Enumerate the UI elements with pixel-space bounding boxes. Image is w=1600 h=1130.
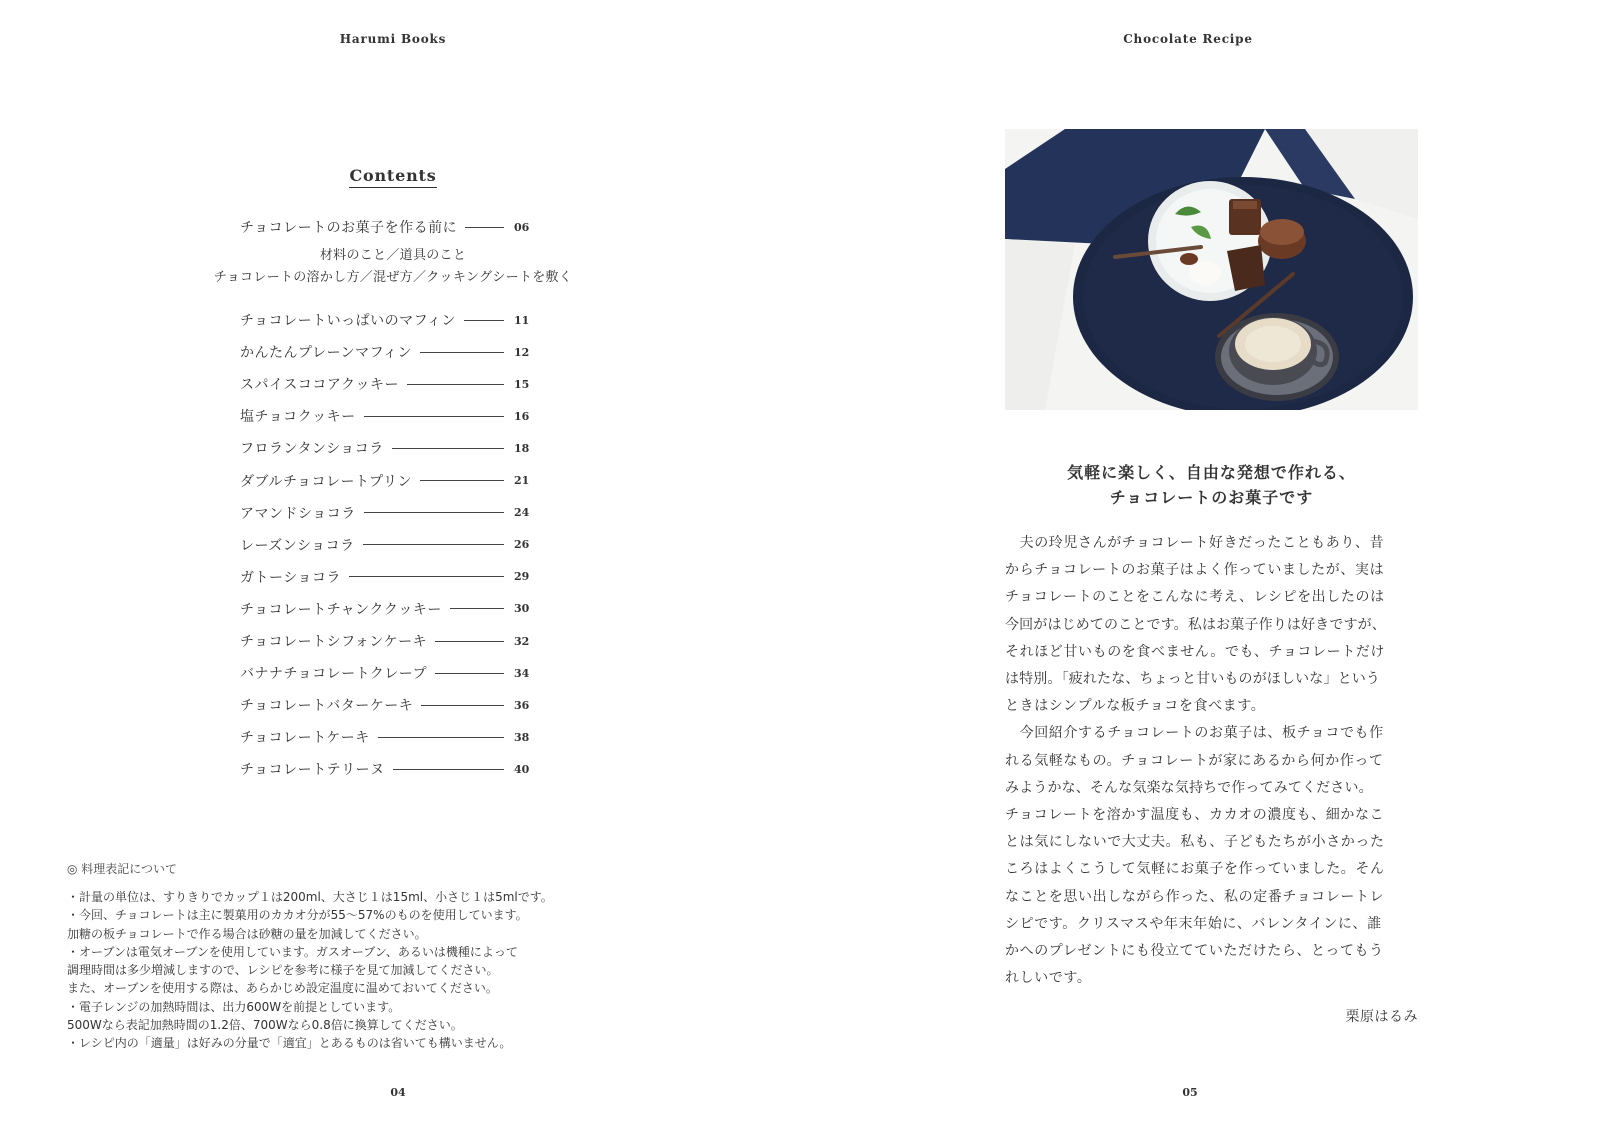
body-line: ときはシンプルな板チョコを食べます。	[1005, 698, 1266, 715]
headline-line: 気軽に楽しく、自由な発想で作れる、	[1067, 463, 1356, 482]
toc-entry[interactable]	[240, 471, 530, 491]
toc-leader-line	[407, 384, 504, 385]
running-head-right: Chocolate Recipe	[1123, 32, 1253, 46]
body-line: みようかな、そんな気楽な気持ちで作ってみてください。	[1005, 779, 1373, 796]
dessert-photo-illustration	[1005, 129, 1418, 410]
note-item: ・計量の単位は、すりきりでカップ１は200ml、大さじ１は15ml、小さじ１は5mlです。	[67, 890, 553, 904]
toc-entry-page: 30	[514, 602, 530, 616]
body-line: チョコレートを溶かす温度も、カカオの濃度も、細かなこ	[1005, 807, 1385, 824]
body-line: かへのプレゼントにも役立てていただけたら、とってもう	[1005, 943, 1384, 960]
toc-entry[interactable]	[240, 374, 530, 394]
toc-entry[interactable]	[240, 727, 530, 747]
toc-entry[interactable]	[240, 342, 530, 362]
toc-entry[interactable]	[240, 310, 530, 330]
note-item: 500Wなら表記加熱時間の1.2倍、700Wなら0.8倍に換算してください。	[67, 1018, 463, 1033]
toc-entry[interactable]	[240, 663, 530, 683]
toc-entry-label: ダブルチョコレートプリン	[240, 473, 413, 490]
toc-entry-label: チョコレートケーキ	[240, 730, 370, 747]
toc-entry-page: 38	[514, 730, 530, 744]
body-line: 今回紹介するチョコレートのお菓子は、板チョコでも作	[1005, 725, 1384, 742]
dessert-photo	[1005, 129, 1418, 410]
toc-entry[interactable]	[240, 759, 530, 779]
contents-title-text: Contents	[349, 166, 436, 188]
body-line: それほど甘いものを食べません。でも、チョコレートだけ	[1005, 643, 1386, 660]
note-item: ・電子レンジの加熱時間は、出力600Wを前提としています。	[67, 999, 401, 1014]
body-line: シピです。クリスマスや年末年始に、バレンタインに、誰	[1005, 915, 1382, 932]
page-number-right: 05	[1182, 1086, 1198, 1099]
toc-leader-line	[464, 320, 504, 321]
toc-entry-label: チョコレートチャンククッキー	[240, 601, 442, 618]
toc-leader-line	[421, 705, 504, 706]
toc-leader-line	[378, 737, 504, 738]
toc-entry-page: 15	[514, 377, 530, 391]
toc-entry-page: 40	[514, 762, 530, 776]
toc-leader-line	[435, 673, 504, 674]
right-page	[800, 0, 1600, 1130]
note-item: 調理時間は多少増減しますので、レシピを参考に様子を見て加減してください。	[67, 963, 499, 978]
body-line: とは気にしないで大丈夫。私も、子どもたちが小さかった	[1005, 834, 1385, 851]
toc-intro-subtitle: 材料のこと／道具のこと	[319, 248, 467, 263]
toc-entry-label: チョコレートバターケーキ	[240, 698, 414, 715]
author-signature: 栗原はるみ	[1345, 1009, 1418, 1025]
essay-body	[1005, 530, 1423, 992]
toc-leader-line	[465, 227, 504, 228]
toc-entry-intro[interactable]	[240, 217, 530, 237]
toc-entry-page: 29	[514, 570, 530, 584]
toc-entry-label: レーズンショコラ	[240, 537, 355, 554]
body-line: からチョコレートのお菓子はよく作っていましたが、実は	[1005, 562, 1385, 579]
toc-entry[interactable]	[240, 438, 530, 458]
toc-entry-page: 11	[514, 313, 530, 327]
toc-entry[interactable]	[240, 535, 530, 555]
running-head-left: Harumi Books	[339, 32, 447, 46]
toc-entry-page: 18	[514, 441, 530, 455]
toc-entry-page: 36	[514, 698, 530, 712]
toc-entry-label: スパイスココアクッキー	[240, 377, 399, 394]
note-item: ・オーブンは電気オーブンを使用しています。ガスオーブン、あるいは機種によって	[67, 944, 518, 959]
note-item: また、オーブンを使用する際は、あらかじめ設定温度に温めておいてください。	[67, 981, 498, 996]
toc-leader-line	[392, 448, 504, 449]
body-line: ころはよくこうして気軽にお菓子を作っていました。そん	[1005, 861, 1385, 878]
toc-entry-label: チョコレートのお菓子を作る前に	[240, 220, 458, 236]
toc-entry-label: バナナチョコレートクレープ	[240, 666, 428, 683]
toc-entry-page: 06	[514, 220, 530, 234]
toc-leader-line	[420, 352, 504, 353]
toc-leader-line	[420, 480, 504, 481]
body-line: なことを思い出しながら作った、私の定番チョコレートレ	[1005, 888, 1385, 905]
toc-entry[interactable]	[240, 567, 530, 587]
body-line: 夫の玲児さんがチョコレート好きだったこともあり、昔	[1005, 535, 1385, 551]
toc-entry-label: ガトーショコラ	[240, 569, 341, 586]
toc-entry[interactable]	[240, 599, 530, 619]
toc-entry-label: チョコレートシフォンケーキ	[240, 634, 428, 650]
toc-leader-line	[363, 544, 504, 545]
body-line: は特別。「疲れたな、ちょっと甘いものがほしいな」という	[1005, 671, 1381, 688]
toc-leader-line	[450, 608, 504, 609]
toc-entry[interactable]	[240, 406, 530, 426]
contents-title	[0, 166, 786, 185]
toc-entry[interactable]	[240, 695, 530, 715]
body-line: れしいです。	[1005, 970, 1092, 987]
body-line: れる気軽なもの。チョコレートが家にあるから何か作って	[1005, 752, 1384, 769]
toc-leader-line	[349, 576, 504, 577]
body-line: チョコレートのことをこんなに考え、レシピを出したのは	[1005, 589, 1385, 606]
toc-entry-label: アマンドショコラ	[240, 505, 356, 522]
toc-entry-page: 24	[514, 506, 530, 520]
toc-entry-page: 32	[514, 634, 530, 648]
toc-entry-page: 12	[514, 345, 530, 359]
note-item: ・今回、チョコレートは主に製菓用のカカオ分が55〜57%のものを使用しています。	[67, 908, 528, 923]
note-item: 加糖の板チョコレートで作る場合は砂糖の量を加減してください。	[67, 926, 427, 941]
toc-entry-page: 16	[514, 409, 530, 423]
toc-entry-label: かんたんプレーンマフィン	[240, 345, 413, 362]
toc-entry-label: フロランタンショコラ	[240, 441, 384, 458]
toc-entry-label: チョコレートいっぱいのマフィン	[240, 313, 456, 329]
essay-headline	[1005, 460, 1418, 510]
page-number-left: 04	[390, 1086, 406, 1099]
toc-entry-label: 塩チョコクッキー	[240, 409, 356, 426]
toc-leader-line	[393, 769, 504, 770]
toc-entry-page: 21	[514, 474, 530, 487]
toc-entry-page: 34	[514, 666, 530, 680]
toc-entry-page: 26	[514, 538, 530, 552]
headline-line: チョコレートのお菓子です	[1109, 488, 1314, 507]
toc-leader-line	[435, 641, 504, 642]
body-line: 今回がはじめてのことです。私はお菓子作りは好きですが、	[1005, 616, 1386, 633]
toc-entry[interactable]	[240, 631, 530, 651]
note-item: ・レシピ内の「適量」は好みの分量で「適宜」とあるものは省いても構いません。	[67, 1036, 512, 1051]
toc-entry[interactable]	[240, 503, 530, 523]
notes-heading: ◎ 料理表記について	[67, 862, 178, 876]
toc-entry-label: チョコレートテリーヌ	[240, 762, 385, 779]
toc-leader-line	[364, 512, 504, 513]
toc-intro-subtitle: チョコレートの溶かし方／混ぜ方／クッキングシートを敷く	[213, 270, 573, 285]
toc-leader-line	[364, 416, 504, 417]
notes-list	[67, 888, 627, 1053]
